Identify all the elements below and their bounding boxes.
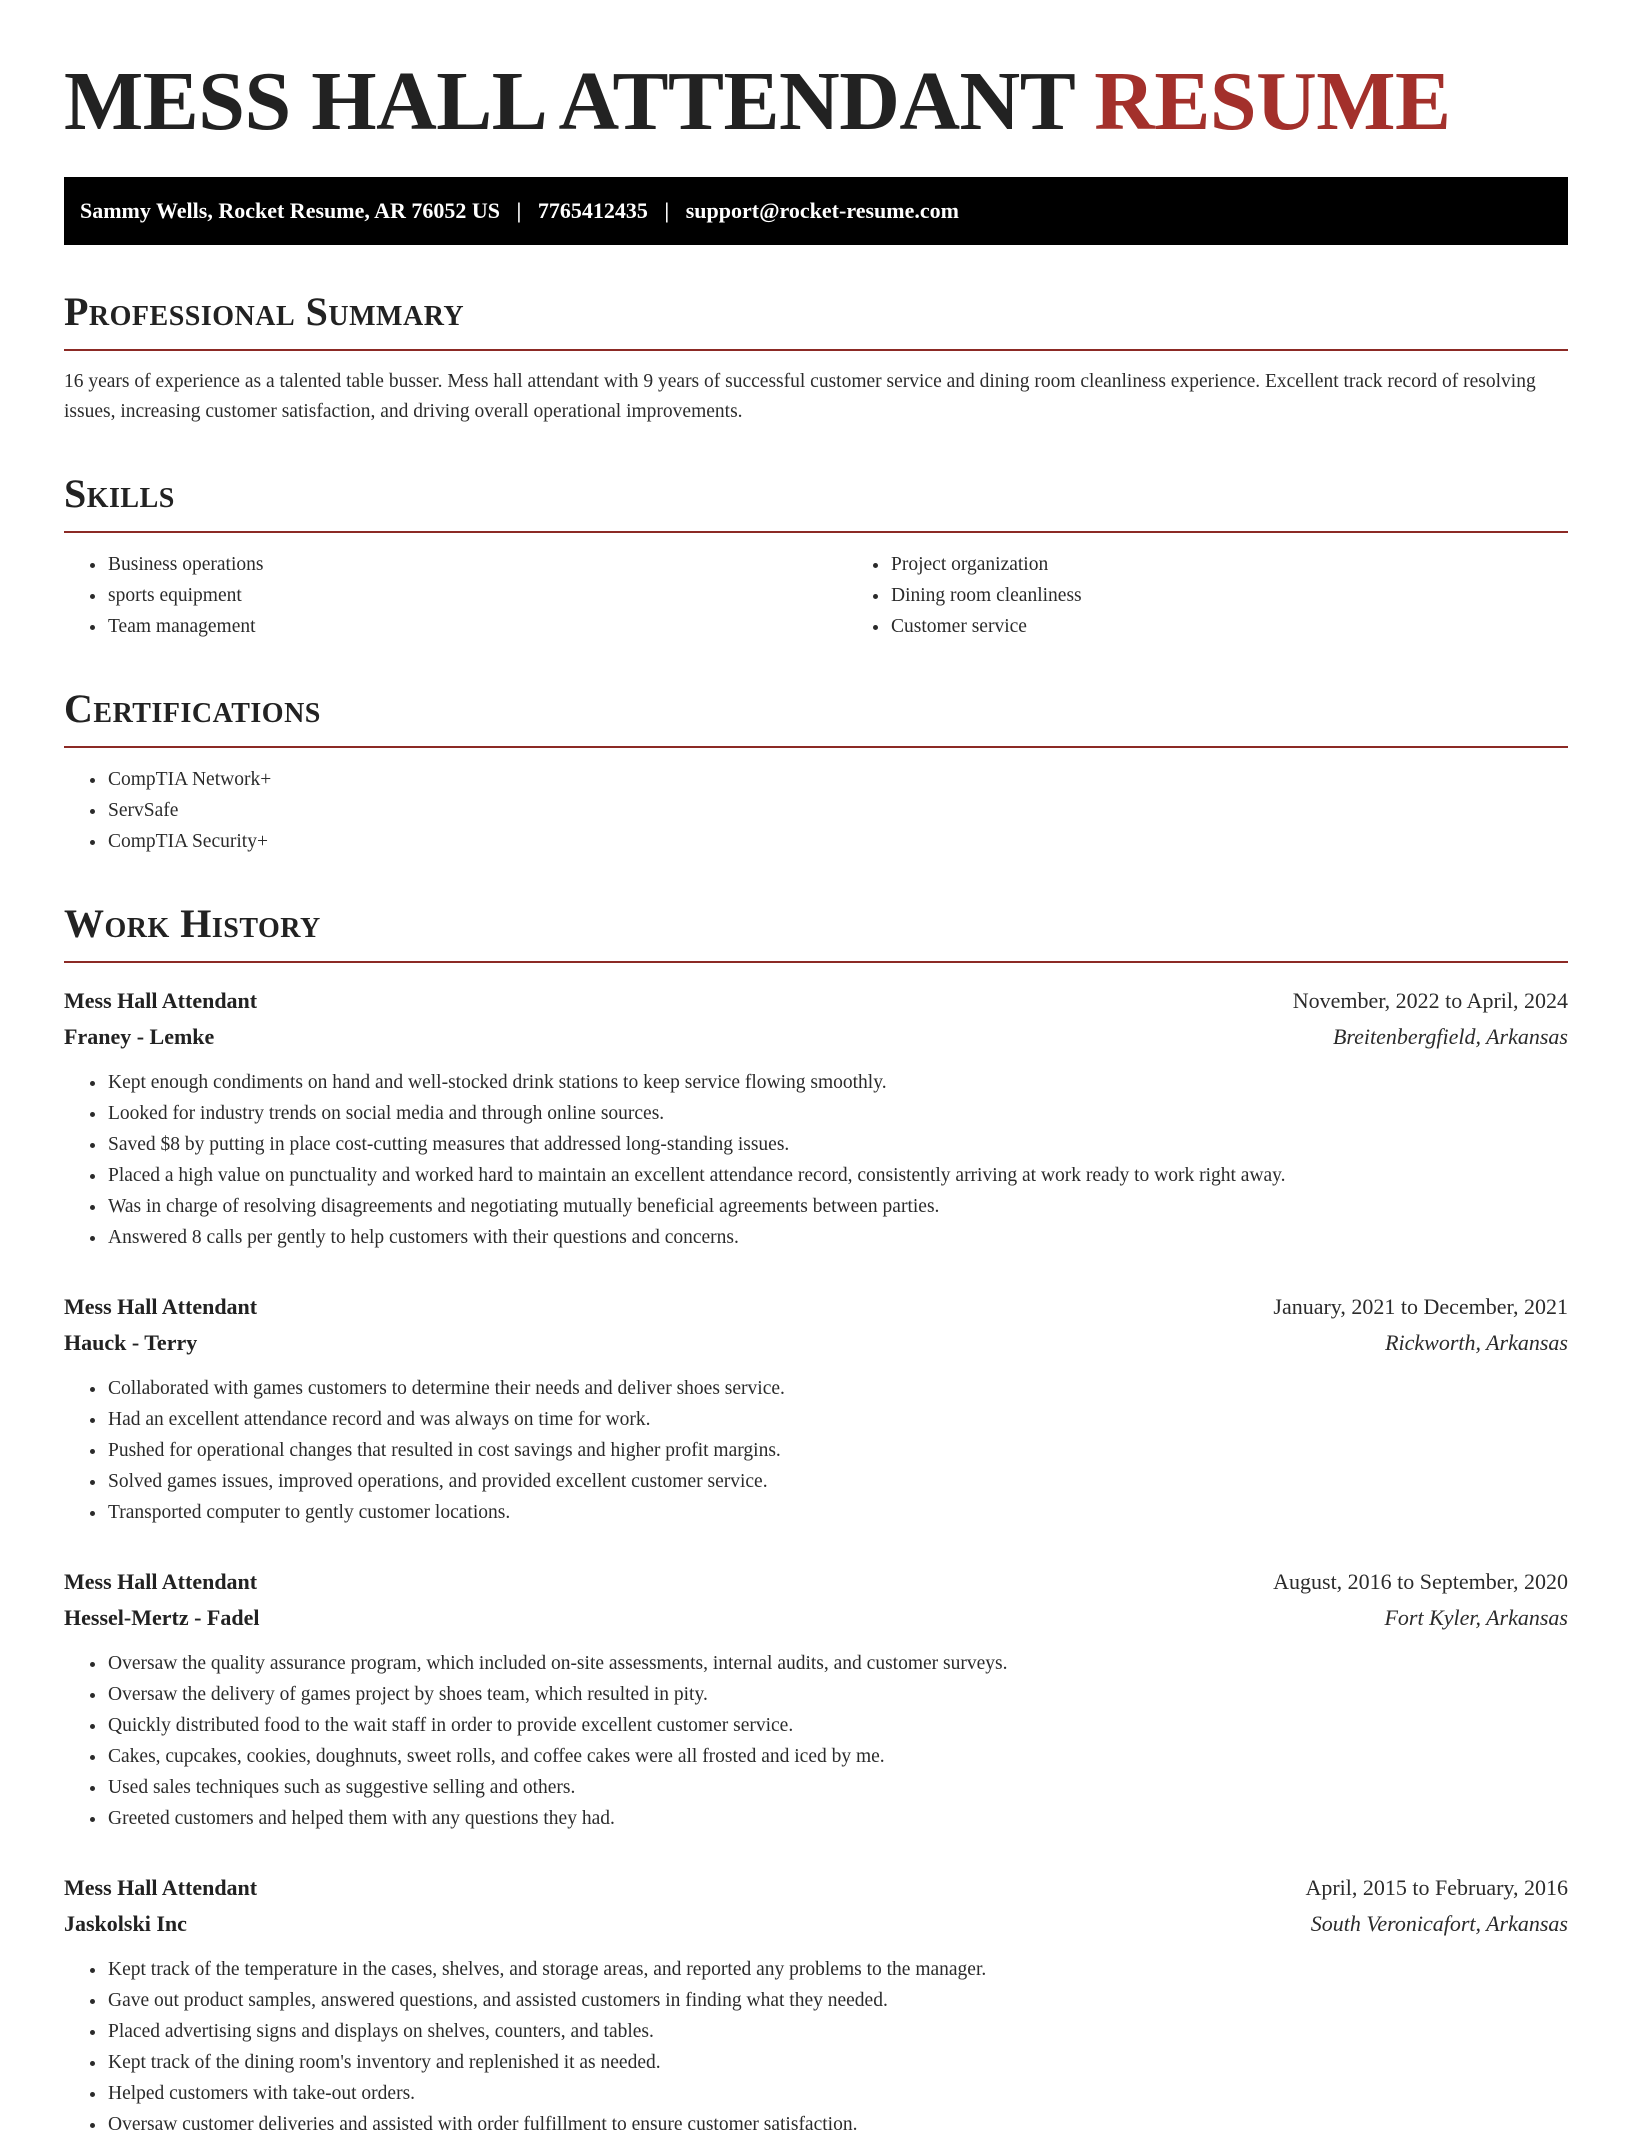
job-duty: • Pushed for operational changes that resulted in cost savings and higher profit margins. (107, 1435, 1568, 1466)
job-header-row (64, 983, 1568, 1019)
job-duty: • Was in charge of resolving disagreements and negotiating mutually beneficial agreements between parties. (107, 1191, 1568, 1222)
skills-section (64, 471, 1568, 642)
job-title: Mess Hall Attendant (64, 1875, 258, 1900)
job-company-row (64, 1019, 1568, 1055)
skill-item: • sports equipment (107, 580, 847, 611)
job-duty: • Saved $8 by putting in place cost-cutting measures that addressed long-standing issues. (107, 1129, 1568, 1160)
work-history-divider (64, 961, 1568, 963)
job-duty: • Collaborated with games customers to determine their needs and deliver shoes service. (107, 1373, 1568, 1404)
job-header-row (64, 1289, 1568, 1325)
job-duties-list (64, 1954, 1568, 2140)
job-company: Franey - Lemke (64, 1024, 215, 1049)
job-duty: • Greeted customers and helped them with any questions they had. (107, 1803, 1568, 1834)
skill-item: • Team management (107, 611, 847, 642)
job-dates: April, 2015 to February, 2016 (1305, 1875, 1568, 1900)
certifications-list (64, 764, 1568, 857)
certifications-section (64, 686, 1568, 857)
job-company: Jaskolski Inc (64, 1911, 187, 1936)
job-duty: • Kept track of the dining room's inventory and replenished it as needed. (107, 2047, 1568, 2078)
job-entry (64, 1564, 1568, 1834)
job-duty: • Solved games issues, improved operations, and provided excellent customer service. (107, 1466, 1568, 1497)
job-company-row (64, 1325, 1568, 1361)
work-history-section (64, 901, 1568, 2140)
title-main: MESS HALL ATTENDANT (64, 55, 1074, 148)
certification-item: • CompTIA Security+ (107, 826, 1568, 857)
job-title: Mess Hall Attendant (64, 988, 258, 1013)
job-duty: • Placed advertising signs and displays on shelves, counters, and tables. (107, 2016, 1568, 2047)
job-duty: • Oversaw customer deliveries and assisted with order fulfillment to ensure customer satisfaction. (107, 2109, 1568, 2140)
job-dates: August, 2016 to September, 2020 (1273, 1569, 1568, 1594)
job-duty: • Placed a high value on punctuality and worked hard to maintain an excellent attendance record, consistently arriving at work ready to work right away. (107, 1160, 1568, 1191)
job-company-row (64, 1600, 1568, 1636)
job-duty: • Cakes, cupcakes, cookies, doughnuts, sweet rolls, and coffee cakes were all frosted and iced by me. (107, 1741, 1568, 1772)
skills-heading: Skills (64, 471, 175, 516)
job-duty: • Answered 8 calls per gently to help customers with their questions and concerns. (107, 1222, 1568, 1253)
skill-item: • Project organization (890, 549, 1630, 580)
job-location: Breitenbergfield, Arkansas (1332, 1024, 1568, 1049)
certification-item: • CompTIA Network+ (107, 764, 1568, 795)
summary-section (64, 289, 1568, 427)
job-entry (64, 1289, 1568, 1528)
job-duty: • Gave out product samples, answered questions, and assisted customers in finding what they needed. (107, 1985, 1568, 2016)
work-history-heading: Work History (64, 901, 321, 946)
job-duty: • Oversaw the delivery of games project by shoes team, which resulted in pity. (107, 1679, 1568, 1710)
title-accent: RESUME (1094, 55, 1451, 148)
contact-bar: Sammy Wells, Rocket Resume, AR 76052 US | 7765412435 | support@rocket-resume.com (64, 177, 1568, 245)
job-duty: • Transported computer to gently customer locations. (107, 1497, 1568, 1528)
skills-list-right (847, 549, 1630, 642)
job-location: South Veronicafort, Arkansas (1310, 1911, 1568, 1936)
job-duty: • Kept track of the temperature in the cases, shelves, and storage areas, and reported any problems to the manager. (107, 1954, 1568, 1985)
job-duties-list (64, 1067, 1568, 1253)
job-entry (64, 983, 1568, 1253)
skill-item: • Dining room cleanliness (890, 580, 1630, 611)
job-duties-list (64, 1373, 1568, 1528)
job-company-row (64, 1906, 1568, 1942)
job-duties-list (64, 1648, 1568, 1834)
summary-text: 16 years of experience as a talented table busser. Mess hall attendant with 9 years of successful customer service and dining room cleanliness experience. Excellent track record of resolving issues, increasing customer satisfaction, and driving overall operational improvements. (64, 371, 1536, 422)
job-title: Mess Hall Attendant (64, 1569, 258, 1594)
job-location: Rickworth, Arkansas (1385, 1330, 1568, 1355)
job-header-row (64, 1870, 1568, 1906)
job-duty: • Had an excellent attendance record and was always on time for work. (107, 1404, 1568, 1435)
job-duty: • Helped customers with take-out orders. (107, 2078, 1568, 2109)
job-duty: • Kept enough condiments on hand and well-stocked drink stations to keep service flowing smoothly. (107, 1067, 1568, 1098)
job-duty: • Looked for industry trends on social media and through online sources. (107, 1098, 1568, 1129)
certifications-divider (64, 746, 1568, 748)
job-dates: January, 2021 to December, 2021 (1273, 1294, 1568, 1319)
job-location: Fort Kyler, Arkansas (1384, 1605, 1568, 1630)
job-duty: • Quickly distributed food to the wait staff in order to provide excellent customer service. (107, 1710, 1568, 1741)
resume-title (64, 56, 1568, 148)
job-title: Mess Hall Attendant (64, 1294, 258, 1319)
skills-columns (64, 549, 1568, 642)
certification-item: • ServSafe (107, 795, 1568, 826)
job-company: Hessel-Mertz - Fadel (64, 1605, 260, 1630)
skills-divider (64, 531, 1568, 533)
job-duty: • Oversaw the quality assurance program, which included on-site assessments, internal audits, and customer surveys. (107, 1648, 1568, 1679)
job-header-row (64, 1564, 1568, 1600)
job-dates: November, 2022 to April, 2024 (1292, 988, 1568, 1013)
skill-item: • Customer service (890, 611, 1630, 642)
summary-divider (64, 349, 1568, 351)
job-entry (64, 1870, 1568, 2140)
certifications-heading: Certifications (64, 686, 321, 731)
job-company: Hauck - Terry (64, 1330, 198, 1355)
summary-heading: Professional Summary (64, 289, 465, 334)
skill-item: • Business operations (107, 549, 847, 580)
skills-list-left (64, 549, 847, 642)
job-duty: • Used sales techniques such as suggestive selling and others. (107, 1772, 1568, 1803)
